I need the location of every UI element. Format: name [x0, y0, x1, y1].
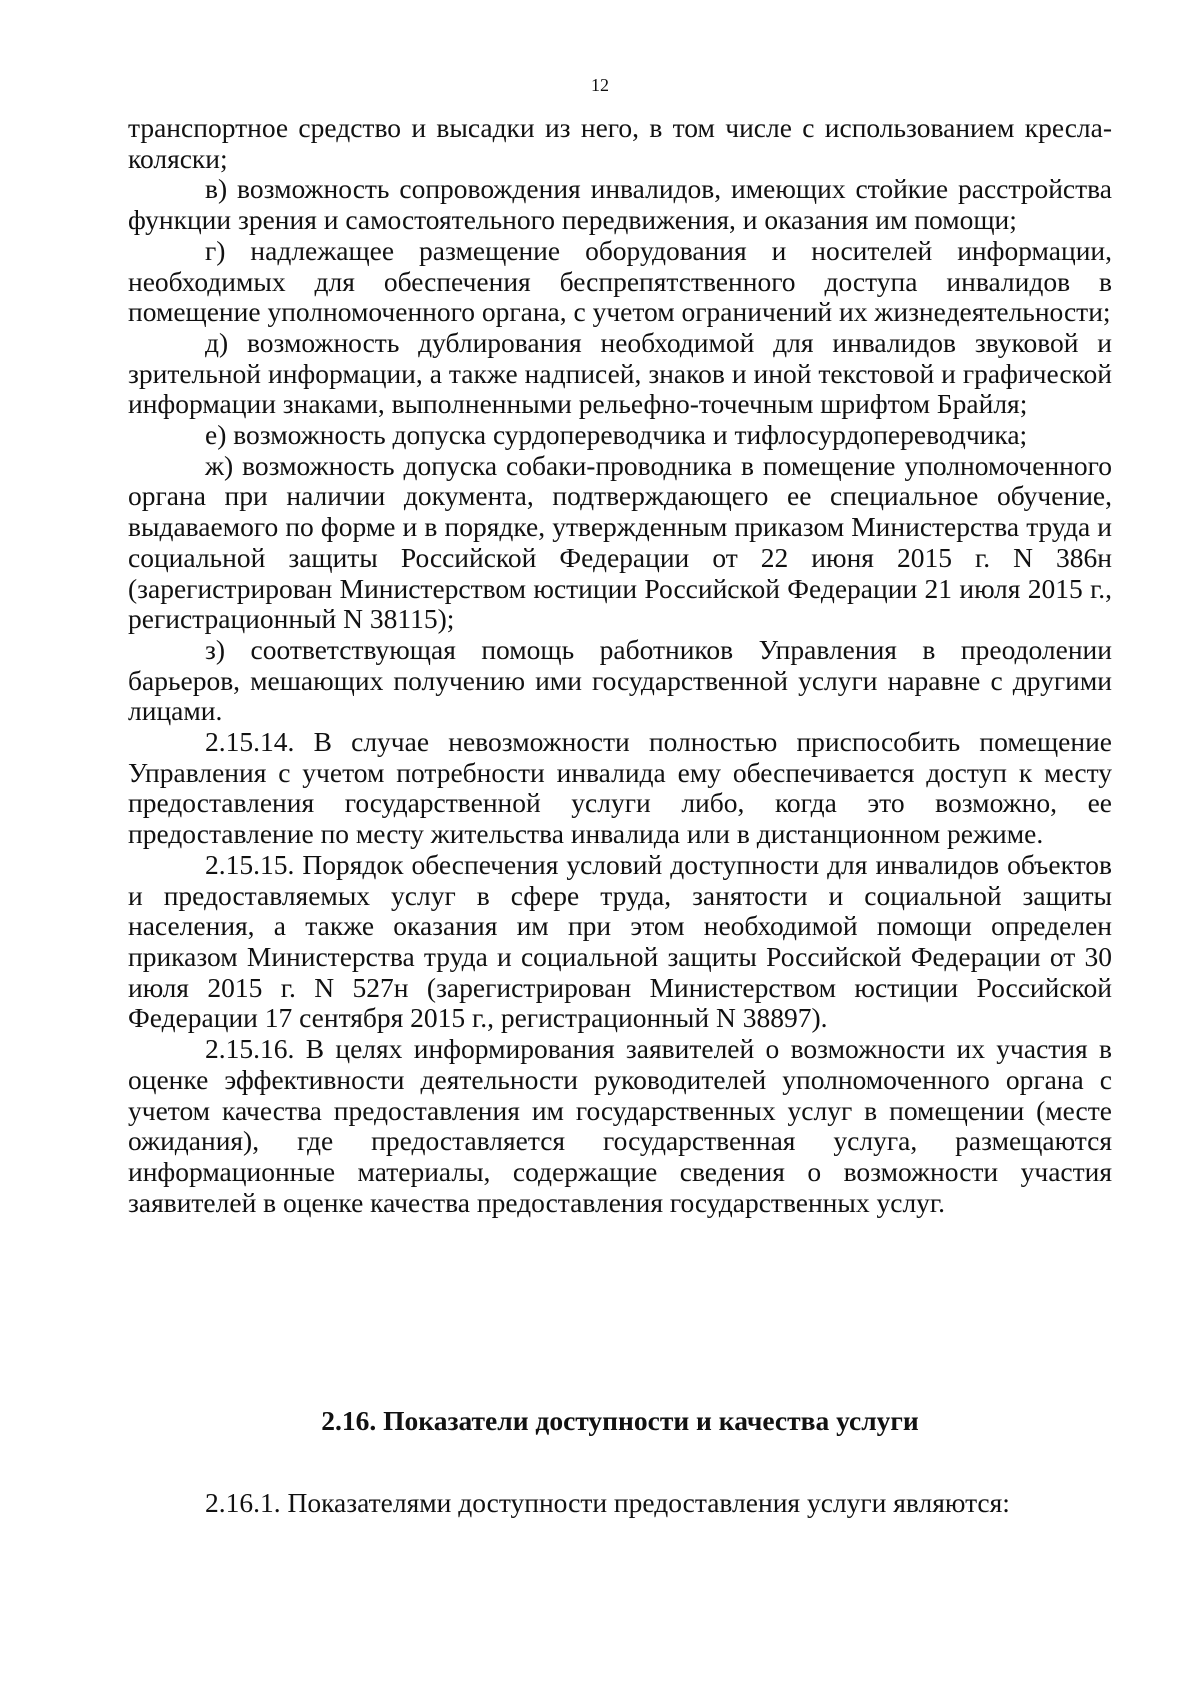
paragraph: 2.15.15. Порядок обеспечения условий доступности для инвалидов объектов и предоставляемых услуг в сфере труда, занятости и социальной защиты населения, а также оказания им при этом необходимой помощи определен приказом Министерства труда и социальной защиты Российской Федерации от 30 июля 2015 г. N 527н (зарегистрирован Министерством юстиции Российской Федерации 17 сентября 2015 г., регистрационный N 38897). [128, 848, 1112, 1034]
paragraph: в) возможность сопровождения инвалидов, имеющих стойкие расстройства функции зрения и самостоятельного передвижения, и оказания им помощи; [128, 173, 1112, 236]
paragraph: транспортное средство и высадки из него, в том числе с использованием кресла-коляски; [128, 112, 1112, 174]
paragraph: 2.15.14. В случае невозможности полностью приспособить помещение Управления с учетом потребности инвалида ему обеспечивается доступ к месту предоставления государственной услуги либо, когда это возможно, ее предоставление по месту жительства инвалида или в дистанционном режиме. [128, 726, 1112, 850]
paragraph: г) надлежащее размещение оборудования и носителей информации, необходимых для обеспечения беспрепятственного доступа инвалидов в помещение уполномоченного органа, с учетом ограничений их жизнедеятельности; [128, 234, 1112, 328]
paragraph: ж) возможность допуска собаки-проводника в помещение уполномоченного органа при наличии документа, подтверждающего ее специальное обучение, выдаваемого по форме и в порядке, утвержденным приказом Министерства труда и социальной защиты Российской Федерации от 22 июня 2015 г. N 386н (зарегистрирован Министерством юстиции Российской Федерации 21 июля 2015 г., регистрационный N 38115); [128, 449, 1112, 635]
section-heading: 2.16. Показатели доступности и качества услуги [321, 1405, 919, 1436]
paragraph: е) возможность допуска сурдопереводчика и тифлосурдопереводчика; [205, 419, 1028, 451]
paragraph: д) возможность дублирования необходимой для инвалидов звуковой и зрительной информации, а также надписей, знаков и иной текстовой и графической информации знаками, выполненными рельефно-точечным шрифтом Брайля; [128, 326, 1112, 420]
paragraph: 2.15.16. В целях информирования заявителей о возможности их участия в оценке эффективности деятельности руководителей уполномоченного органа с учетом качества предоставления им государственных услуг в помещении (месте ожидания), где предоставляется государственная услуга, размещаются информационные материалы, содержащие сведения о возможности участия заявителей в оценке качества предоставления государственных услуг. [128, 1033, 1112, 1218]
paragraph: з) соответствующая помощь работников Управления в преодолении барьеров, мешающих получению ими государственной услуги наравне с другими лицами. [128, 633, 1112, 727]
paragraph: 2.16.1. Показателями доступности предоставления услуги являются: [205, 1487, 1010, 1518]
body-text [128, 113, 1112, 1218]
page-number: 12 [591, 75, 609, 95]
